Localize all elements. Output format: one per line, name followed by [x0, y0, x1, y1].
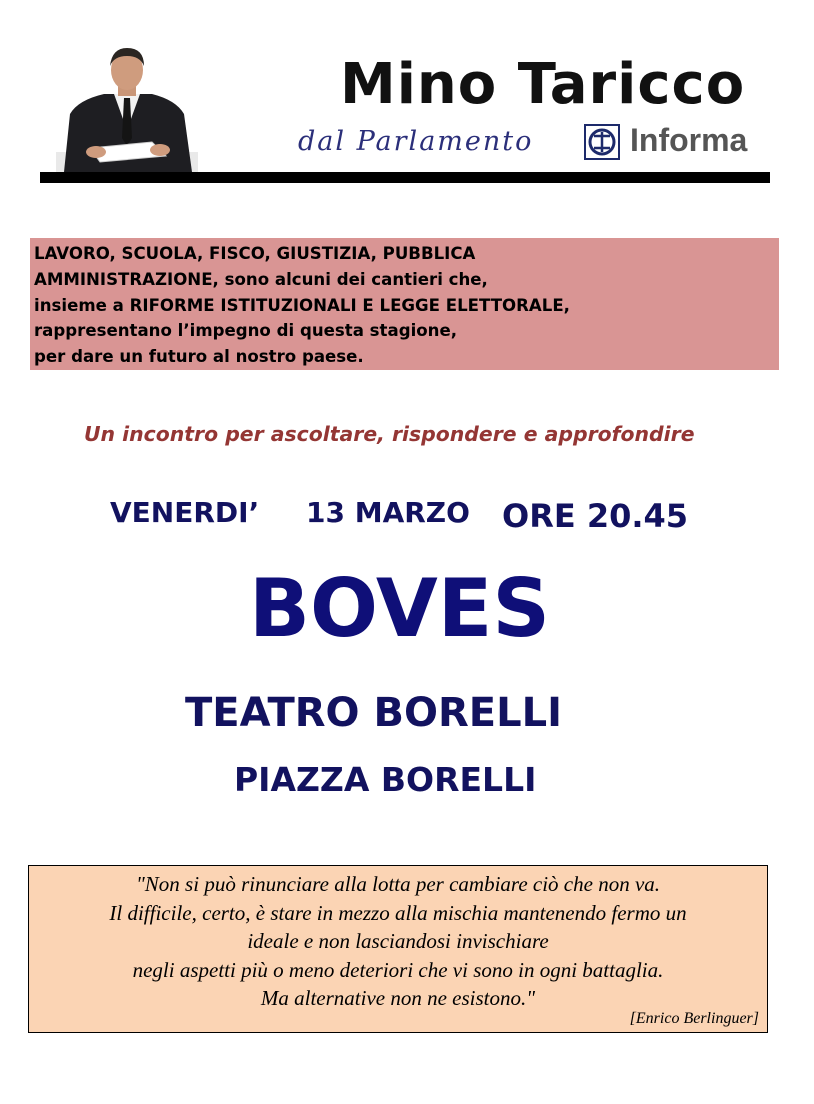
intro-line: per dare un futuro al nostro paese.: [34, 347, 364, 367]
header-informa: Informa: [630, 122, 748, 158]
event-address: PIAZZA BORELLI: [234, 760, 537, 799]
event-date: 13 MARZO: [306, 496, 470, 529]
header-title: Mino Taricco: [340, 52, 746, 117]
event-city: BOVES: [249, 562, 551, 655]
quote-box: [28, 865, 768, 1033]
intro-line: LAVORO, SCUOLA, FISCO, GIUSTIZIA, PUBBLICA: [34, 244, 476, 263]
quote-author: [Enrico Berlinguer]: [629, 1010, 759, 1027]
event-venue: TEATRO BORELLI: [185, 690, 562, 736]
portrait-photo: [56, 48, 198, 172]
parliament-logo-icon: [584, 124, 620, 160]
intro-line: AMMINISTRAZIONE, sono alcuni dei cantieri che,: [34, 269, 488, 289]
event-tagline: Un incontro per ascoltare, rispondere e approfondire: [84, 422, 695, 446]
quote-line: "Non si può rinunciare alla lotta per cambiare ciò che non va.: [135, 872, 661, 896]
event-weekday: VENERDI’: [110, 496, 260, 529]
intro-line: rappresentano l’impegno di questa stagione,: [34, 321, 458, 341]
event-time: ORE 20.45: [502, 497, 689, 535]
quote-line: Il difficile, certo, è stare in mezzo alla mischia mantenendo fermo un: [109, 900, 687, 925]
header-divider: [40, 172, 770, 183]
intro-box: [30, 238, 779, 370]
header-subtitle: dal Parlamento: [298, 126, 534, 157]
quote-line: negli aspetti più o meno deteriori che vi sono in ogni battaglia.: [132, 957, 664, 982]
quote-line: ideale e non lasciandosi invischiare: [247, 929, 549, 953]
intro-line: insieme a RIFORME ISTITUZIONALI E LEGGE ELETTORALE,: [34, 295, 570, 315]
quote-line: Ma alternative non ne esistono.": [260, 986, 536, 1010]
